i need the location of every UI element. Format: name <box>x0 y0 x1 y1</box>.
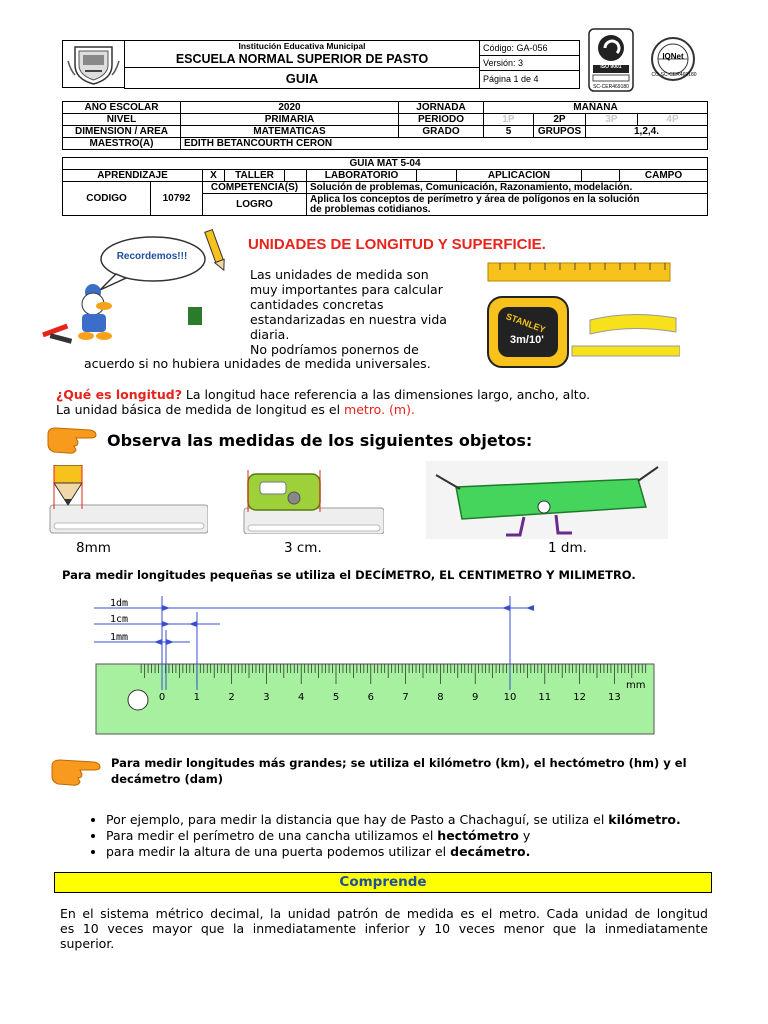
ruler-number: 4 <box>298 692 305 703</box>
label-maestro: MAESTRO(A) <box>63 138 181 150</box>
ruler-number: 12 <box>573 692 586 703</box>
value-grupos: 1,2,4. <box>586 126 708 138</box>
ruler-number: 10 <box>503 692 517 703</box>
intro-line-3: cantidades concretas <box>250 297 384 312</box>
label-laboratorio: LABORATORIO <box>307 170 417 182</box>
box-taller <box>285 170 307 182</box>
ruler-number: 11 <box>538 692 552 703</box>
institution-label: Institución Educativa Municipal <box>125 41 480 52</box>
label-logro: LOGRO <box>203 194 307 216</box>
label-grupos: GRUPOS <box>534 126 586 138</box>
label-taller: TALLER <box>225 170 285 182</box>
school-name: ESCUELA NORMAL SUPERIOR DE PASTO <box>125 52 480 68</box>
value-logro <box>307 194 708 216</box>
tape-brand: STANLEY <box>504 311 547 335</box>
recordemos-bubble-text: Recordemos!!! <box>116 251 188 262</box>
intro-line-4: estandarizadas en nuestra vida <box>250 312 447 327</box>
mark-x: X <box>203 170 225 182</box>
longitud-answer: La longitud hace referencia a las dimensiones largo, ancho, alto. <box>181 387 591 402</box>
recordemos-illustration <box>38 232 208 348</box>
value-codigo: 10792 <box>151 182 203 216</box>
list-item: • Para medir el perímetro de una cancha utilizamos el hectómetro y <box>106 828 728 844</box>
label-periodo: PERIODO <box>399 114 484 126</box>
intro-paragraph <box>250 267 480 357</box>
value-area: MATEMATICAS <box>181 126 399 138</box>
doc-type: GUIA <box>125 68 480 89</box>
label-jornada: JORNADA <box>399 102 484 114</box>
guide-title: GUIA MAT 5-04 <box>63 158 708 170</box>
periodo-3p: 3P <box>586 114 638 126</box>
pointing-hand-icon-2 <box>50 756 102 788</box>
metro-line-text: La unidad básica de medida de longitud es el <box>56 402 345 417</box>
tape-size: 3m/10' <box>510 334 544 346</box>
ruler-number: 6 <box>367 692 374 703</box>
comprende-line-2: es 10 veces mayor que la inmediatamente inferior y 10 veces menor que la inmediatamente <box>60 921 708 936</box>
label-nivel: NIVEL <box>63 114 181 126</box>
ruler-mm-label: 1mm <box>110 632 129 643</box>
longitud-definition <box>56 387 716 402</box>
label-1dm: 1 dm. <box>548 540 587 556</box>
intro-last-line: acuerdo si no hubiera unidades de medida universales. <box>84 356 431 371</box>
pointing-hand-icon <box>46 424 98 456</box>
intro-line-5: diaria. <box>250 327 290 342</box>
ruler-number: 5 <box>332 692 340 703</box>
icontec-logo <box>588 28 634 92</box>
grandes-text <box>111 755 721 787</box>
examples-list <box>88 812 728 860</box>
pencil-ruler-image <box>46 465 208 537</box>
pequenas-text: Para medir longitudes pequeñas se utiliza el DECÍMETRO, EL CENTIMETRO Y MILIMETRO. <box>62 568 636 582</box>
school-crest-logo <box>62 40 125 88</box>
ruler-cm-label: 1cm <box>110 614 129 625</box>
label-campo: CAMPO <box>620 170 708 182</box>
iqnet-label: IQNet <box>662 52 684 61</box>
comprende-line-1: En el sistema métrico decimal, la unidad patrón de medida es el metro. Cada unidad de longitud <box>60 906 708 921</box>
ruler-dm-label: 1dm <box>110 598 129 609</box>
label-anio: AÑO ESCOLAR <box>63 102 181 114</box>
logro-line-1: Aplica los conceptos de perímetro y área de polígonos en la solución <box>310 193 640 205</box>
guide-table <box>62 157 708 216</box>
sharpener-ruler-image <box>242 470 384 534</box>
ruler-unit-label: mm <box>626 680 646 691</box>
cert-label-2: CO-SC-CER469180 <box>651 72 697 78</box>
grandes-line-2: decámetro (dam) <box>111 772 223 786</box>
logro-line-2: de problemas cotidianos. <box>310 203 431 215</box>
periodo-2p: 2P <box>534 114 586 126</box>
label-grado: GRADO <box>399 126 484 138</box>
comprende-banner: Comprende <box>54 872 712 893</box>
label-aplicacion: APLICACION <box>457 170 582 182</box>
metro-unit: metro. (m). <box>344 402 415 417</box>
ruler-number: 3 <box>263 692 270 703</box>
label-codigo: CODIGO <box>63 182 151 216</box>
list-item: • para medir la altura de una puerta podemos utilizar el decámetro. <box>106 844 728 860</box>
label-3cm: 3 cm. <box>284 540 322 556</box>
box-aplicacion <box>582 170 620 182</box>
intro-line-6: No podríamos ponernos de <box>250 342 419 357</box>
doc-page: Página 1 de 4 <box>480 71 580 89</box>
value-nivel: PRIMARIA <box>181 114 399 126</box>
ruler-number: 8 <box>437 692 444 703</box>
observa-heading: Observa las medidas de los siguientes objetos: <box>107 431 533 450</box>
intro-line-2: muy importantes para calcular <box>250 282 443 297</box>
list-item: • Por ejemplo, para medir la distancia que hay de Pasto a Chachaguí, se utiliza el kilómetro. <box>106 812 728 828</box>
label-competencias: COMPETENCIA(S) <box>203 182 307 194</box>
periodo-4p: 4P <box>638 114 708 126</box>
doc-code: Código: GA-056 <box>480 41 580 56</box>
value-competencias: Solución de problemas, Comunicación, Razonamiento, modelación. <box>307 182 708 194</box>
cert-label-1: SC-CER469180 <box>593 84 629 90</box>
ruler-number: 9 <box>472 692 479 703</box>
label-aprendizaje: APRENDIZAJE <box>63 170 203 182</box>
value-anio: 2020 <box>181 102 399 114</box>
ruler-number: 7 <box>402 692 409 703</box>
ruler-number: 13 <box>608 692 621 703</box>
section-title: UNIDADES DE LONGITUD Y SUPERFICIE. <box>248 236 546 253</box>
comprende-line-3: superior. <box>60 936 115 951</box>
grandes-line-1: Para medir longitudes más grandes; se utiliza el kilómetro (km), el hectómetro (hm) y el <box>111 756 687 770</box>
box-laboratorio <box>417 170 457 182</box>
value-grado: 5 <box>484 126 534 138</box>
metro-line <box>56 402 716 417</box>
label-area: DIMENSION / AREA <box>63 126 181 138</box>
iso-label: ISO 9001 <box>600 64 622 70</box>
longitud-question: ¿Qué es longitud? <box>56 387 182 402</box>
ruler-number: 2 <box>228 692 235 703</box>
info-table <box>62 101 708 150</box>
periodo-1p: 1P <box>484 114 534 126</box>
intro-line-1: Las unidades de medida son <box>250 267 429 282</box>
dancing-ruler-image <box>426 461 668 539</box>
value-maestro: EDITH BETANCOURTH CERON <box>181 138 708 150</box>
comprende-paragraph <box>60 906 708 951</box>
metric-ruler-diagram <box>90 592 656 740</box>
pencil-icon <box>204 226 226 274</box>
ruler-number: 0 <box>158 692 166 703</box>
label-8mm: 8mm <box>76 540 111 556</box>
value-jornada: MAÑANA <box>484 102 708 114</box>
doc-version: Versión: 3 <box>480 56 580 71</box>
ruler-number: 1 <box>193 692 200 703</box>
